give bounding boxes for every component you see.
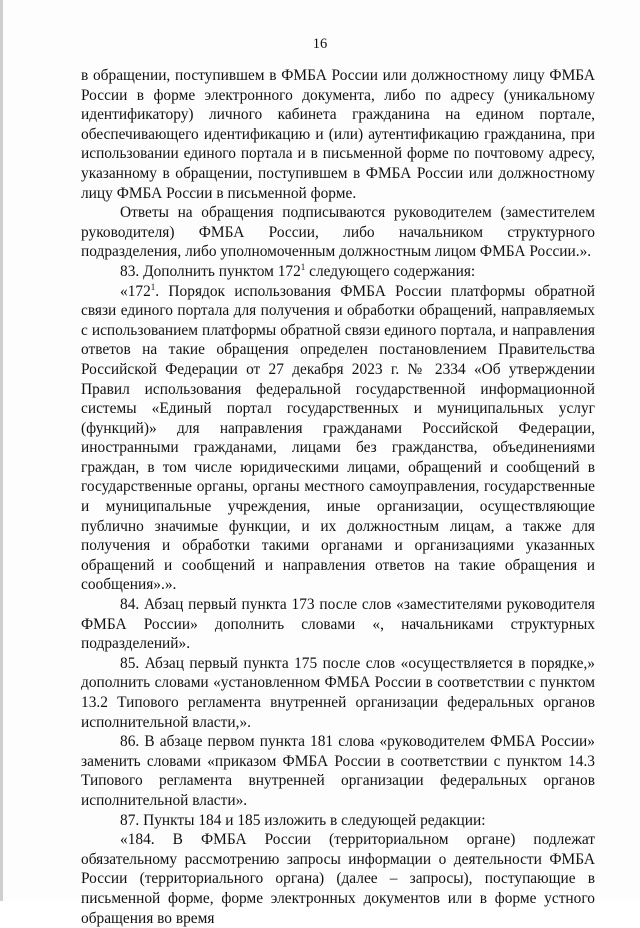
paragraph-item-84: 84. Абзац первый пункта 173 после слов «заместителями руководителя ФМБА России» дополнить словами «, начальниками структурных подразделений». (81, 596, 595, 653)
paragraph-item-85: 85. Абзац первый пункта 175 после слов «осуществляется в порядке,» дополнить словами «установленном ФМБА России в соответствии с пунктом 13.2 Типового регламента внутренней организации федеральных органов исполнительной власти,». (81, 654, 595, 731)
document-body (81, 66, 595, 928)
item-83-text-end: следующего содержания: (305, 262, 476, 280)
paragraph-item-172-1 (81, 282, 595, 596)
paragraph-item-86: 86. В абзаце первом пункта 181 слова «руководителем ФМБА России» заменить словами «приказом ФМБА России в соответствии с пунктом 14.3 Типового регламента внутренней организации федеральных органов исполнительной власти». (81, 733, 595, 809)
paragraph-item-87: 87. Пункты 184 и 185 изложить в следующей редакции: (120, 811, 486, 829)
item-172-1-text-end: . Порядок использования ФМБА России платформы обратной связи единого портала для получения и обработки обращений, направляемых с использованием платформы обратной связи единого портала, и направления ответов на такие обращения определен постановлением Правительства Российской Федерации от 27 декабря 2023 г. № 2334 «Об утверждении Правил использования федеральной государственной информационной системы «Единый портал государственных и муниципальных услуг (функций)» для направления гражданами Российской Федерации, иностранными гражданами, лицами без гражданства, объединениями граждан, в том числе юридическими лицами, обращений и сообщений в государственные органы, органы местного самоуправления, государственные и муниципальные учреждения, иные организации, осуществляющие публично значимые функции, и их должностным лицам, а также для получения и обработки такими органами и организациями указанных обращений и сообщений и направления ответов на такие обращения и сообщения».». (81, 282, 595, 594)
paragraph-answers: Ответы на обращения подписываются руководителем (заместителем руководителя) ФМБА России, либо начальником структурного подразделения, либо уполномоченным должностным лицом ФМБА России.». (81, 204, 595, 261)
paragraph-item-83 (81, 262, 595, 282)
item-172-1-text-start: «172 (120, 282, 151, 300)
item-172-1-superscript: 1 (150, 281, 156, 292)
scan-edge (0, 0, 3, 901)
paragraph-continuation: в обращении, поступившем в ФМБА России или должностному лицу ФМБА России в форме электронного документа, либо по адресу (уникальному идентификатору) личного кабинета гражданина на едином портале, обеспечивающего идентификацию и (или) аутентификацию гражданина, при использовании единого портала и в письменной форме по почтовому адресу, указанному в обращении, поступившем в ФМБА России или должностному лицу ФМБА России в письменной форме. (81, 67, 595, 202)
page-number: 16 (312, 36, 328, 52)
paragraph-item-184: «184. В ФМБА России (территориальном органе) подлежат обязательному рассмотрению запросы информации о деятельности ФМБА России (территориального органа) (далее – запросы), поступающие в письменной форме, форме электронных документов или в форме устного обращения во время (81, 831, 595, 927)
item-83-superscript: 1 (300, 261, 306, 272)
item-83-text-start: 83. Дополнить пунктом 172 (120, 262, 301, 280)
